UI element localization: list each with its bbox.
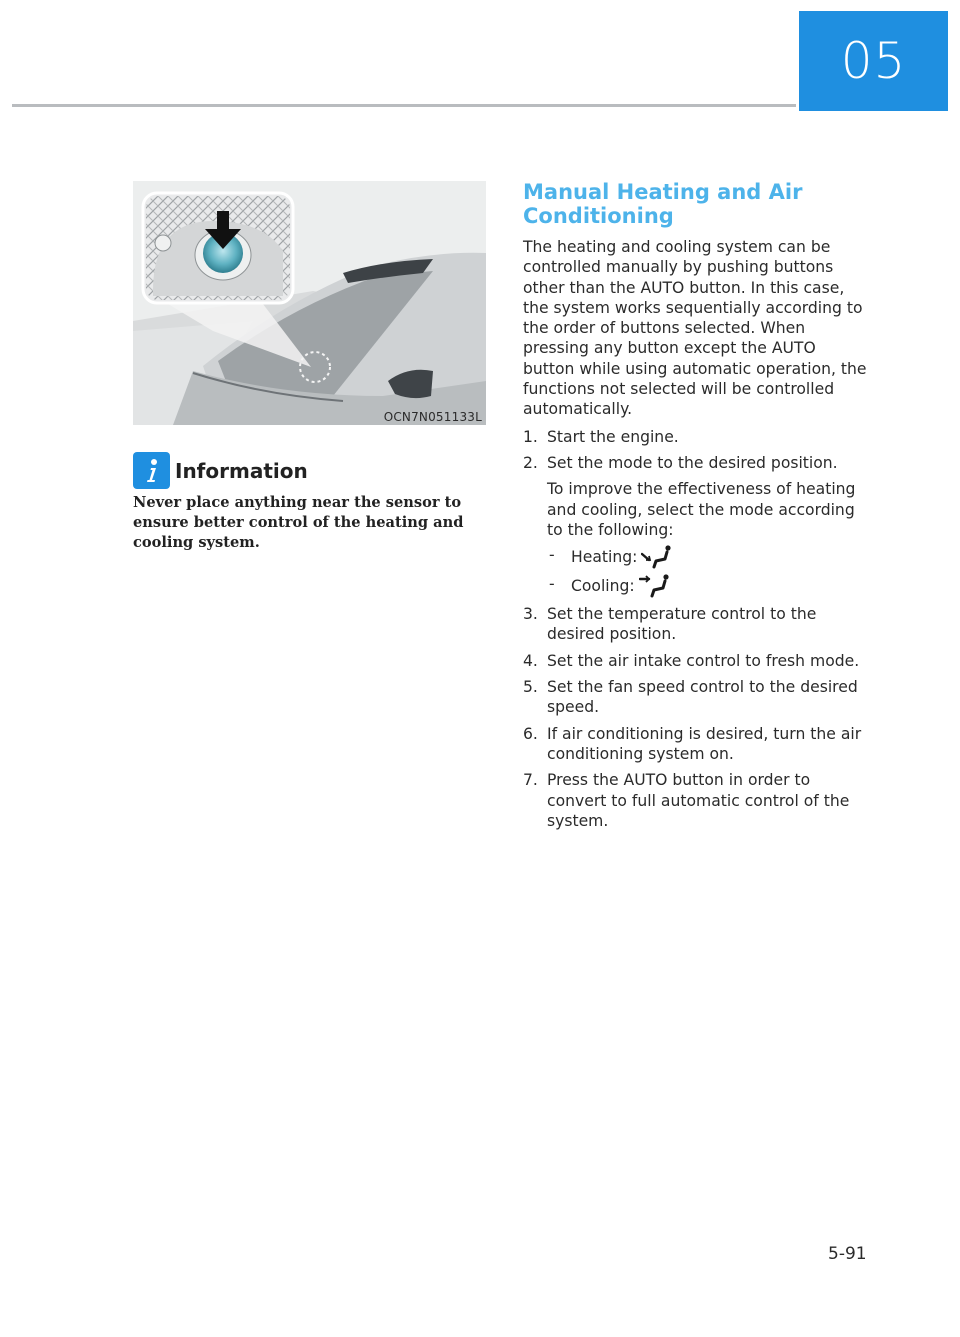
manual-heating-section	[523, 180, 871, 837]
step-number: 4.	[523, 651, 538, 670]
step-text: Set the air intake control to fresh mode.	[547, 651, 860, 670]
chapter-tab	[799, 11, 948, 111]
section-title: Manual Heating and Air Conditioning	[523, 180, 803, 228]
figure-code: OCN7N051133L	[383, 410, 482, 424]
mode-heating	[547, 545, 871, 569]
step-item	[523, 604, 871, 645]
step-number: 6.	[523, 724, 538, 743]
step-text: Set the fan speed control to the desired speed.	[547, 678, 858, 717]
step-number: 5.	[523, 678, 538, 697]
step-item	[523, 427, 871, 447]
mode-label: Heating:	[571, 548, 638, 566]
steps-list	[523, 427, 871, 831]
mode-dash: -	[549, 575, 555, 594]
windshield-sensor-illustration	[133, 181, 486, 425]
information-text: Never place anything near the sensor to ensure better control of the heating and cooling system.	[133, 494, 464, 551]
step-text: Start the engine.	[547, 427, 679, 446]
step-text: Press the AUTO button in order to convert to full automatic control of the system.	[547, 771, 850, 830]
section-intro: The heating and cooling system can be controlled manually by pushing buttons other than the AUTO button. In this case, the system works sequentially according to the order of buttons selected. When pressing any button except the AUTO button while using automatic operation, the functions not selected will be controlled automatically.	[523, 238, 867, 419]
step-item	[523, 770, 871, 831]
step-text: Set the mode to the desired position.	[547, 453, 838, 472]
sensor-figure	[133, 181, 486, 425]
mode-cooling	[547, 574, 871, 598]
step-number: 1.	[523, 427, 538, 446]
header-rule	[12, 104, 796, 107]
step-number: 3.	[523, 605, 538, 624]
step-item	[523, 453, 871, 598]
information-icon	[133, 452, 170, 489]
mode-label: Cooling:	[571, 577, 635, 595]
floor-airflow-icon	[641, 545, 675, 569]
step-number: 2.	[523, 453, 538, 472]
step-item	[523, 724, 871, 765]
step-item	[523, 651, 871, 671]
chapter-number: 05	[840, 32, 907, 90]
step-number: 7.	[523, 771, 538, 790]
step-text: Set the temperature control to the desired position.	[547, 605, 817, 644]
step-text: If air conditioning is desired, turn the air conditioning system on.	[547, 724, 862, 763]
information-title: Information	[175, 458, 308, 483]
information-header	[133, 452, 308, 489]
face-airflow-icon	[639, 574, 673, 598]
page-number: 5-91	[828, 1244, 867, 1264]
step-note: To improve the effectiveness of heating and cooling, select the mode according to the following:	[547, 480, 856, 539]
mode-dash: -	[549, 546, 555, 565]
step-item	[523, 677, 871, 718]
